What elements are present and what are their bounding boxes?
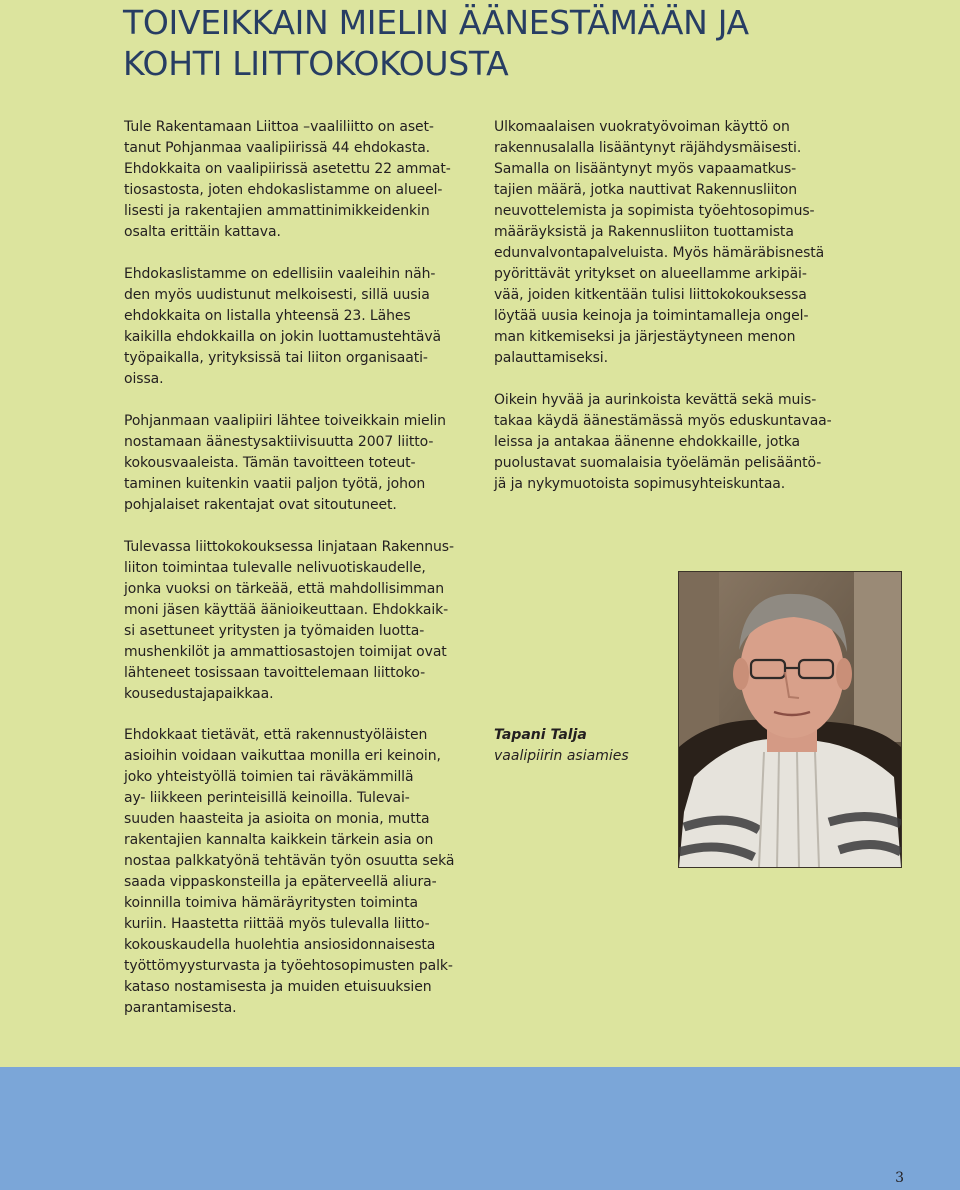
text-line: Samalla on lisääntynyt myös vapaamatkus- [494, 161, 797, 177]
article-title [123, 2, 843, 84]
text-line: palauttamiseksi. [494, 350, 608, 366]
text-line: Tule Rakentamaan Liittoa –vaaliliitto on aset- [124, 119, 434, 135]
paragraph [124, 725, 454, 1019]
portrait-image [679, 572, 901, 867]
paragraph [494, 390, 832, 495]
text-line: asioihin voidaan vaikuttaa monilla eri keinoin, [124, 748, 441, 764]
text-line: nostamaan äänestysaktiivisuutta 2007 liitto- [124, 434, 434, 450]
text-line: Ehdokkaita on vaalipiirissä asetettu 22 ammat- [124, 161, 451, 177]
text-line: kokouskaudella huolehtia ansiosidonnaisesta [124, 937, 436, 953]
text-line: Pohjanmaan vaalipiiri lähtee toiveikkain mielin [124, 413, 446, 429]
text-line: nostaa palkkatyönä tehtävän työn osuutta sekä [124, 853, 455, 869]
text-line: si asettuneet yritysten ja työmaiden luotta- [124, 623, 425, 639]
paragraph [124, 411, 451, 516]
text-line: Ehdokkaat tietävät, että rakennustyöläisten [124, 727, 428, 743]
text-line: löytää uusia keinoja ja toimintamalleja ongel- [494, 308, 809, 324]
left-column-upper [124, 117, 451, 516]
paragraph [124, 264, 451, 390]
text-line: määräyksistä ja Rakennusliiton tuottamista [494, 224, 794, 240]
paragraph [124, 537, 454, 705]
text-line: vää, joiden kitkentään tulisi liittokokouksessa [494, 287, 807, 303]
right-column [494, 117, 832, 495]
text-line: Ulkomaalaisen vuokratyövoiman käyttö on [494, 119, 790, 135]
text-line: moni jäsen käyttää äänioikeuttaan. Ehdokkaik- [124, 602, 449, 618]
title-line: TOIVEIKKAIN MIELIN ÄÄNESTÄMÄÄN JA [123, 3, 749, 42]
photo-caption [494, 725, 629, 767]
text-line: kousedustajapaikkaa. [124, 686, 274, 702]
text-line: tiosastosta, joten ehdokaslistamme on alueel- [124, 182, 443, 198]
text-line: ehdokkaita on listalla yhteensä 23. Lähes [124, 308, 411, 324]
text-line: tajien määrä, jotka nauttivat Rakennusliiton [494, 182, 797, 198]
text-line: edunvalvontapalveluista. Myös hämäräbisnestä [494, 245, 825, 261]
page-number: 3 [895, 1170, 904, 1186]
text-line: joko yhteistyöllä toimien tai räväkämmillä [124, 769, 414, 785]
text-line: neuvottelemista ja sopimista työehtosopimus- [494, 203, 815, 219]
text-line: ay- liikkeen perinteisillä keinoilla. Tulevai- [124, 790, 410, 806]
text-line: den myös uudistunut melkoisesti, sillä uusia [124, 287, 430, 303]
caption-name: Tapani Talja [494, 727, 587, 743]
text-line: Oikein hyvää ja aurinkoista kevättä sekä muis- [494, 392, 817, 408]
text-line: tanut Pohjanmaa vaalipiirissä 44 ehdokasta. [124, 140, 431, 156]
text-line: työttömyysturvasta ja työehtosopimusten palk- [124, 958, 453, 974]
text-line: mushenkilöt ja ammattiosastojen toimijat ovat [124, 644, 447, 660]
text-line: takaa käydä äänestämässä myös eduskuntavaa- [494, 413, 832, 429]
text-line: työpaikalla, yrityksissä tai liiton organisaati- [124, 350, 428, 366]
text-line: liiton toimintaa tulevalle nelivuotiskaudelle, [124, 560, 426, 576]
text-line: leissa ja antakaa äänenne ehdokkaille, jotka [494, 434, 801, 450]
left-column-lower [124, 725, 454, 1019]
text-line: taminen kuitenkin vaatii paljon työtä, johon [124, 476, 426, 492]
text-line: jonka vuoksi on tärkeää, että mahdollisimman [124, 581, 445, 597]
caption-role: vaalipiirin asiamies [494, 748, 629, 764]
text-line: pyörittävät yritykset on alueellamme arkipäi- [494, 266, 807, 282]
text-line: puolustavat suomalaisia työelämän pelisääntö- [494, 455, 822, 471]
text-line: rakentajien kannalta kaikkein tärkein asia on [124, 832, 434, 848]
text-line: saada vippaskonsteilla ja epäterveellä aliura- [124, 874, 437, 890]
paragraph [124, 117, 451, 243]
text-line: kuriin. Haastetta riittää myös tulevalla liitto- [124, 916, 430, 932]
text-line: jä ja nykymuotoista sopimusyhteiskuntaa. [494, 476, 786, 492]
text-line: pohjalaiset rakentajat ovat sitoutuneet. [124, 497, 397, 513]
text-line: Ehdokaslistamme on edellisiin vaaleihin näh- [124, 266, 436, 282]
portrait-photo [678, 571, 902, 868]
title-line: KOHTI LIITTOKOKOUSTA [123, 44, 509, 83]
text-line: lisesti ja rakentajien ammattinimikkeidenkin [124, 203, 430, 219]
text-line: suuden haasteita ja asioita on monia, mutta [124, 811, 430, 827]
paragraph [494, 117, 832, 369]
footer-band [0, 1067, 960, 1190]
text-line: lähteneet tosissaan tavoittelemaan liittoko- [124, 665, 426, 681]
text-line: rakennusalalla lisääntynyt räjähdysmäisesti. [494, 140, 802, 156]
text-line: man kitkemiseksi ja järjestäytyneen menon [494, 329, 796, 345]
text-line: kataso nostamisesta ja muiden etuisuuksien [124, 979, 432, 995]
text-line: koinnilla toimiva hämäräyritysten toiminta [124, 895, 418, 911]
left-column-middle [124, 537, 454, 705]
text-line: kokousvaaleista. Tämän tavoitteen toteut- [124, 455, 416, 471]
text-line: parantamisesta. [124, 1000, 237, 1016]
text-line: oissa. [124, 371, 164, 387]
text-line: osalta erittäin kattava. [124, 224, 281, 240]
text-line: Tulevassa liittokokouksessa linjataan Rakennus- [124, 539, 454, 555]
text-line: kaikilla ehdokkailla on jokin luottamustehtävä [124, 329, 441, 345]
